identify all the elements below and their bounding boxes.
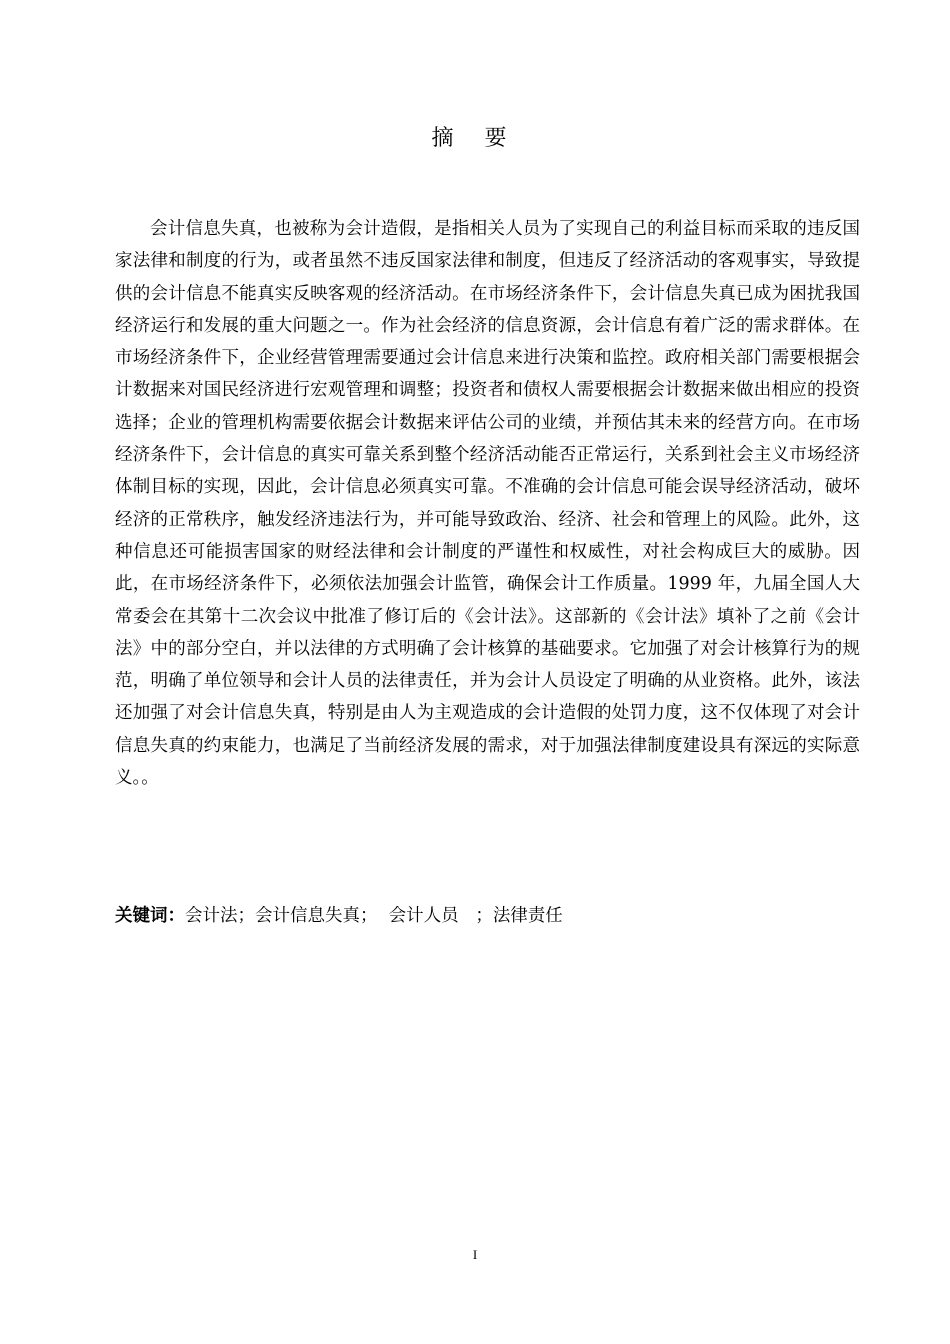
page-number: I — [472, 1247, 478, 1262]
keywords-line — [115, 902, 860, 930]
abstract-paragraph: 会计信息失真，也被称为会计造假，是指相关人员为了实现自己的利益目标而采取的违反国家法律和制度的行为，或者虽然不违反国家法律和制度，但违反了经济活动的客观事实，导致提供的会计信息不能真实反映客观的经济活动。在市场经济条件下，会计信息失真已成为困扰我国经济运行和发展的重大问题之一。作为社会经济的信息资源，会计信息有着广泛的需求群体。在市场经济条件下，企业经营管理需要通过会计信息来进行决策和监控。政府相关部门需要根据会计数据来对国民经济进行宏观管理和调整；投资者和债权人需要根据会计数据来做出相应的投资选择；企业的管理机构需要依据会计数据来评估公司的业绩，并预估其未来的经营方向。在市场经济条件下，会计信息的真实可靠关系到整个经济活动能否正常运行，关系到社会主义市场经济体制目标的实现，因此，会计信息必须真实可靠。不准确的会计信息可能会误导经济活动，破坏经济的正常秩序，触发经济违法行为，并可能导致政治、经济、社会和管理上的风险。此外，这种信息还可能损害国家的财经法律和会计制度的严谨性和权威性，对社会构成巨大的威胁。因此，在市场经济条件下，必须依法加强会计监管，确保会计工作质量。1999 年，九届全国人大常委会在其第十二次会议中批准了修订后的《会计法》。这部新的《会计法》填补了之前《会计法》中的部分空白，并以法律的方式明确了会计核算的基础要求。它加强了对会计核算行为的规范，明确了单位领导和会计人员的法律责任，并为会计人员设定了明确的从业资格。此外，该法还加强了对会计信息失真，特别是由人为主观造成的会计造假的处罚力度，这不仅体现了对会计信息失真的约束能力，也满足了当前经济发展的需求，对于加强法律制度建设具有深远的实际意义。。 — [115, 219, 860, 789]
keywords-label: 关键词： — [115, 906, 185, 926]
keywords-text: 会计法；会计信息失真； 会计人员 ；法律责任 — [185, 906, 563, 926]
page-title: 摘 要 — [431, 126, 519, 151]
